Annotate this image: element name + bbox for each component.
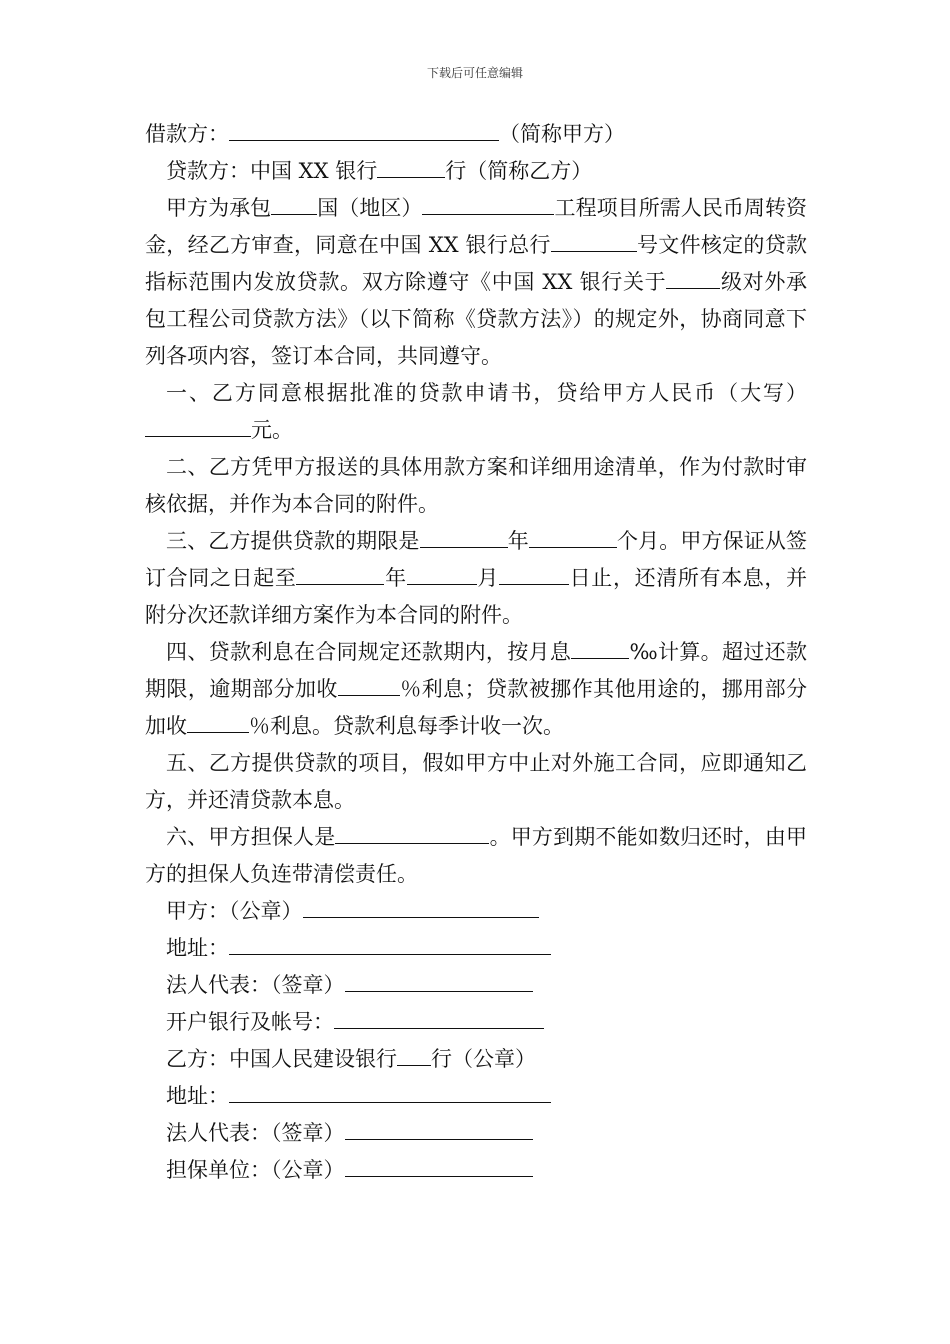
borrower-suffix: （简称甲方） — [499, 122, 625, 146]
header-note: 下载后可任意编辑 — [426, 66, 523, 80]
clause-6-text-1: 六、甲方担保人是 — [166, 825, 336, 849]
signature-party-b — [145, 1041, 807, 1078]
end-year-blank[interactable] — [296, 560, 384, 585]
borrower-blank[interactable] — [229, 116, 499, 141]
clause-4-text-4: ％利息。贷款利息每季计收一次。 — [249, 714, 564, 738]
intro-paragraph — [145, 190, 807, 375]
signature-guarantor — [145, 1152, 807, 1189]
clause-1 — [145, 375, 807, 449]
party-a-label: 甲方：（公章） — [166, 899, 303, 923]
party-b-prefix: 乙方：中国人民建设银行 — [166, 1047, 397, 1071]
clause-5: 五、乙方提供贷款的项目，假如甲方中止对外施工合同，应即通知乙方，并还清贷款本息。 — [145, 751, 807, 812]
legal-rep-b-label: 法人代表：（签章） — [166, 1121, 345, 1145]
clause-3 — [145, 523, 807, 634]
bank-account-blank[interactable] — [334, 1004, 544, 1029]
clause-6-text-2: 。甲方到期不能如数归还时，由甲方的担保人负连带清偿责任。 — [145, 825, 807, 886]
legal-rep-a-blank[interactable] — [345, 967, 533, 992]
signature-address-a — [145, 930, 807, 967]
signature-legal-rep-b — [145, 1115, 807, 1152]
clause-3-text-3: 个月。甲方保证从签订合同之日起至 — [145, 529, 807, 590]
party-b-branch-blank[interactable] — [397, 1041, 431, 1066]
signature-party-a — [145, 893, 807, 930]
clause-3-text-4: 年 — [384, 566, 407, 590]
end-month-blank[interactable] — [407, 560, 477, 585]
intro-text-4: 号文件核定的贷款指标范围内发放贷款。双方除遵守《中国 XX 银行关于 — [145, 233, 807, 294]
clause-4-text-1: 四、贷款利息在合同规定还款期内，按月息 — [166, 640, 572, 664]
amount-blank[interactable] — [145, 412, 251, 437]
clause-2: 二、乙方凭甲方报送的具体用款方案和详细用途清单，作为付款时审核依据，并作为本合同的附件。 — [145, 455, 807, 516]
address-a-label: 地址： — [166, 936, 229, 960]
signature-bank-account — [145, 1004, 807, 1041]
guarantor-seal-blank[interactable] — [345, 1152, 533, 1177]
country-blank[interactable] — [271, 190, 317, 215]
lender-branch-blank[interactable] — [377, 153, 445, 178]
term-years-blank[interactable] — [420, 523, 508, 548]
clause-1-unit: 元。 — [251, 418, 293, 442]
clause-6 — [145, 819, 807, 893]
level-blank[interactable] — [666, 264, 720, 289]
bank-account-label: 开户银行及帐号： — [166, 1010, 334, 1034]
intro-text-3: 工程项目所需人民币周转资金，经乙方审查，同意在中国 XX 银行总行 — [145, 196, 807, 257]
signature-legal-rep-a — [145, 967, 807, 1004]
guarantor-label: 担保单位：（公章） — [166, 1158, 345, 1182]
overdue-rate-blank[interactable] — [338, 671, 400, 696]
clause-3-text-6: 日止，还清所有本息，并附分次还款详细方案作为本合同的附件。 — [145, 566, 807, 627]
lender-line — [145, 153, 807, 190]
end-day-blank[interactable] — [499, 560, 569, 585]
term-months-blank[interactable] — [529, 523, 617, 548]
legal-rep-a-label: 法人代表：（签章） — [166, 973, 345, 997]
document-number-blank[interactable] — [551, 227, 637, 252]
lender-suffix: 行（简称乙方） — [445, 159, 593, 183]
party-b-suffix: 行（公章） — [431, 1047, 536, 1071]
clause-3-text-1: 三、乙方提供贷款的期限是 — [166, 529, 420, 553]
address-b-blank[interactable] — [229, 1078, 551, 1103]
misuse-rate-blank[interactable] — [187, 708, 249, 733]
legal-rep-b-blank[interactable] — [345, 1115, 533, 1140]
clause-3-text-5: 月 — [476, 566, 500, 590]
lender-prefix: 贷款方：中国 XX 银行 — [166, 159, 378, 183]
clause-4-text-3: ％利息；贷款被挪作其他用途的，挪用部分加收 — [145, 677, 807, 738]
project-blank[interactable] — [422, 190, 554, 215]
clause-4 — [145, 634, 807, 745]
guarantor-blank[interactable] — [335, 819, 489, 844]
intro-text-2: 国（地区） — [317, 196, 423, 220]
party-a-seal-blank[interactable] — [303, 893, 539, 918]
monthly-rate-blank[interactable] — [571, 634, 629, 659]
intro-text-5: 级对外承包工程公司贷款方法》（以下简称《贷款方法》）的规定外，协商同意下列各项内容，签订本合同，共同遵守。 — [145, 270, 807, 368]
clause-3-text-2: 年 — [507, 529, 529, 553]
borrower-line — [145, 116, 807, 153]
address-b-label: 地址： — [166, 1084, 229, 1108]
clause-1-text: 一、乙方同意根据批准的贷款申请书，贷给甲方人民币（大写） — [166, 381, 807, 405]
intro-text-1: 甲方为承包 — [166, 196, 272, 220]
contract-body — [145, 116, 807, 1189]
borrower-label: 借款方： — [145, 122, 229, 146]
signature-address-b — [145, 1078, 807, 1115]
address-a-blank[interactable] — [229, 930, 551, 955]
clause-4-text-2: ‰计算。超过还款期限，逾期部分加收 — [145, 640, 807, 701]
